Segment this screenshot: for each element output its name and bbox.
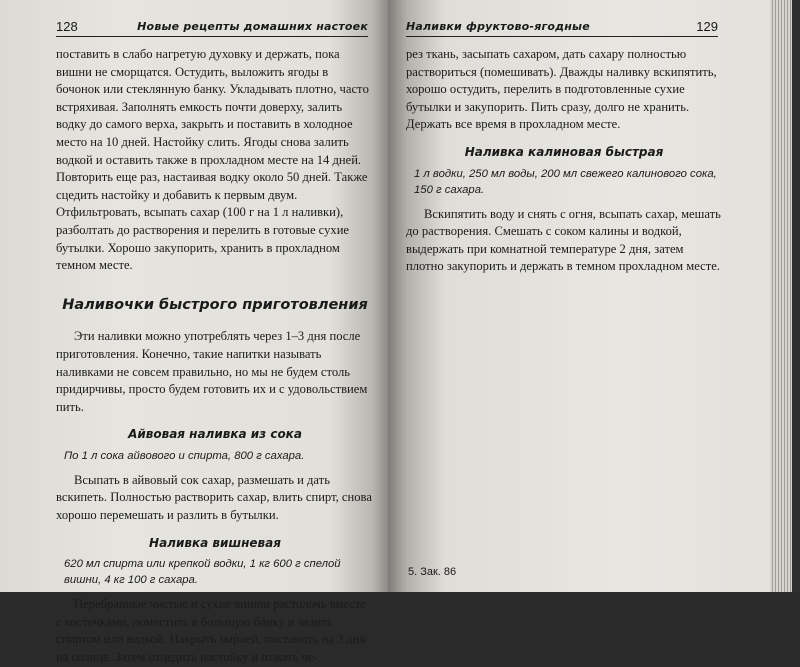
left-text-column	[56, 46, 374, 667]
running-head: Новые рецепты домашних настоек	[137, 20, 368, 33]
page-number: 129	[696, 19, 718, 34]
recipe-method: Всыпать в айвовый сок сахар, размешать и дать вскипеть. Полностью растворить сахар, влить спирт, снова хорошо перемешать и разлить в бутылки.	[56, 472, 372, 523]
recipe-title: Наливка калиновая быстрая	[464, 144, 664, 159]
right-page-header	[406, 14, 718, 37]
section-title: Наливочки быстрого приготовления	[62, 296, 368, 313]
recipe-ingredients: 620 мл спирта или крепкой водки, 1 кг 600 г спелой вишни, 4 кг 100 г сахара.	[64, 558, 341, 587]
page-number: 128	[56, 19, 78, 34]
recipe-ingredients: По 1 л сока айвового и спирта, 800 г сахара.	[64, 449, 305, 462]
continuation-paragraph: поставить в слабо нагретую духовку и держать, пока вишни не сморщатся. Остудить, выложить ягоды в бочонок или стеклянную банку. Укладывать плотно, частo встряхивая. Заполнять емкость почти доверху, залить водку до самого верха, закрыть и поставить в холодное место на 10 дней. Настойку слить. Ягоды снова залить водкой и оставить также в прохладном месте на 14 дней. Повторить еще раз, настаивая водку около 50 дней. Также сцедить настойку и добавить к первым двум. Отфильтровать, всыпать сахар (100 г на 1 л наливки), разболтать до растворения и перелить в готовые сухие бутылки. Хорошо закупорить, хранить в прохладном темном месте.	[56, 47, 369, 273]
recipe-title: Наливка вишневая	[149, 535, 281, 550]
right-text-column	[406, 46, 722, 276]
running-head: Наливки фруктово-ягодные	[406, 20, 590, 33]
continuation-paragraph: рез ткань, засыпать сахаром, дать сахару полностью раствориться (помешивать). Дважды наливку вскипятить, хорошо остудить, перелить в подготовленные сухие бутылки и закупорить. Пить сразу, долго не хранить. Держать все время в прохладном месте.	[406, 47, 717, 132]
page-edges	[770, 0, 800, 592]
recipe-title: Айвовая наливка из сока	[128, 427, 302, 442]
signature-mark: 5. Зак. 86	[408, 566, 457, 578]
recipe-method: Вскипятить воду и снять с огня, всыпать сахар, мешать до растворения. Смешать с соком калины и водкой, выдержать при комнатной температуре 2 дня, затем плотно закупорить и держать в темном прохладном месте.	[406, 206, 721, 274]
recipe-ingredients: 1 л водки, 250 мл воды, 200 мл свежего калинового сока, 150 г сахара.	[414, 167, 717, 196]
right-page	[388, 0, 770, 592]
left-page-header	[56, 14, 368, 37]
left-page	[0, 0, 388, 665]
recipe-method: Перебранные чистые и сухие вишни растолочь вместе с косточками, поместить в большую банку и залить спиртом или водкой. Накрыть марлей, поставить на 3 дня на солнце. Затем отцедить настойку и отжать че-	[56, 597, 367, 665]
section-intro: Эти наливки можно употреблять через 1–3 дня после приготовления. Конечно, такие напитки называть наливками не совсем правильно, но мы не будем столь придирчивы, просто будем готовить их и с удовольствием пить.	[56, 329, 368, 414]
